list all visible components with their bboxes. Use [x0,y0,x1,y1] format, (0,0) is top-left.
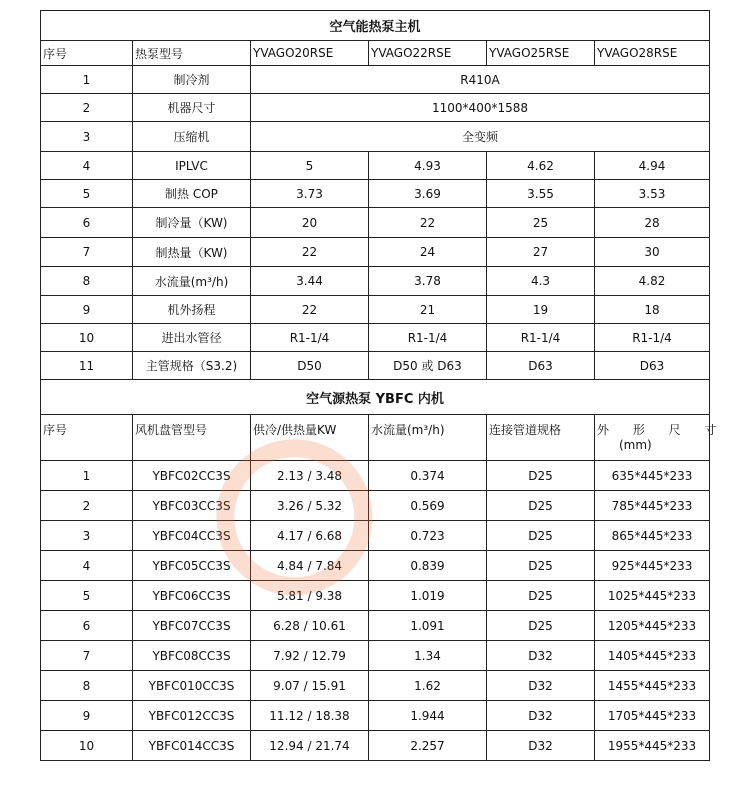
row-value: 25 [487,208,595,238]
cell-kw: 4.84 / 7.84 [251,551,369,581]
row-value: 24 [369,238,487,267]
cell-flow: 0.569 [369,491,487,521]
indoor-unit-title-row [41,380,710,415]
table-row [41,66,710,94]
indoor-unit-header-cell: 序号 [41,415,133,461]
row-value: 21 [369,296,487,324]
cell-no: 6 [41,611,133,641]
row-value: D50 [251,352,369,380]
row-number: 1 [41,66,133,94]
cell-no: 7 [41,641,133,671]
indoor-unit-header-cell: 连接管道规格 [487,415,595,461]
cell-no: 8 [41,671,133,701]
dimension-unit: (mm) [619,438,652,452]
cell-pipe: D32 [487,731,595,761]
table-row [41,238,710,267]
cell-model: YBFC06CC3S [133,581,251,611]
row-value: 4.62 [487,152,595,180]
cell-model: YBFC07CC3S [133,611,251,641]
row-value: 28 [595,208,710,238]
table-row [41,180,710,208]
cell-flow: 1.34 [369,641,487,671]
row-parameter: 水流量(m³/h) [133,267,251,296]
main-unit-title-row [41,11,710,41]
table-row [41,491,710,521]
row-merged-value: R410A [251,66,710,94]
cell-model: YBFC012CC3S [133,701,251,731]
row-parameter: 机器尺寸 [133,94,251,122]
table-row [41,611,710,641]
row-value: 3.78 [369,267,487,296]
row-value: 22 [369,208,487,238]
table-row [41,267,710,296]
row-value: 3.44 [251,267,369,296]
cell-kw: 11.12 / 18.38 [251,701,369,731]
row-number: 6 [41,208,133,238]
row-number: 10 [41,324,133,352]
cell-pipe: D32 [487,701,595,731]
row-value: 19 [487,296,595,324]
cell-flow: 1.62 [369,671,487,701]
cell-kw: 2.13 / 3.48 [251,461,369,491]
table-row [41,671,710,701]
indoor-unit-header-cell: 水流量(m³/h) [369,415,487,461]
main-unit-header-cell: 热泵型号 [133,41,251,66]
row-parameter: 制热量（KW) [133,238,251,267]
cell-flow: 2.257 [369,731,487,761]
cell-pipe: D25 [487,551,595,581]
row-merged-value: 1100*400*1588 [251,94,710,122]
row-number: 4 [41,152,133,180]
row-value: 18 [595,296,710,324]
row-value: 22 [251,238,369,267]
cell-kw: 5.81 / 9.38 [251,581,369,611]
row-value: D63 [595,352,710,380]
row-parameter: 制冷剂 [133,66,251,94]
table-row [41,296,710,324]
table-row [41,521,710,551]
row-number: 8 [41,267,133,296]
main-unit-header-row [41,41,710,66]
main-unit-header-cell: YVAGO20RSE [251,41,369,66]
cell-size: 1025*445*233 [595,581,710,611]
indoor-unit-title: 空气源热泵 YBFC 内机 [41,380,710,415]
row-value: D63 [487,352,595,380]
cell-pipe: D25 [487,521,595,551]
row-value: R1-1/4 [251,324,369,352]
cell-size: 1705*445*233 [595,701,710,731]
row-value: 20 [251,208,369,238]
cell-flow: 1.091 [369,611,487,641]
cell-kw: 7.92 / 12.79 [251,641,369,671]
row-parameter: 制热 COP [133,180,251,208]
row-value: R1-1/4 [595,324,710,352]
cell-no: 1 [41,461,133,491]
cell-size: 1205*445*233 [595,611,710,641]
cell-size: 1405*445*233 [595,641,710,671]
row-number: 7 [41,238,133,267]
cell-pipe: D25 [487,491,595,521]
row-parameter: IPLVC [133,152,251,180]
table-row [41,461,710,491]
table-row [41,581,710,611]
row-value: 22 [251,296,369,324]
cell-no: 5 [41,581,133,611]
row-number: 2 [41,94,133,122]
cell-flow: 0.374 [369,461,487,491]
cell-size: 1455*445*233 [595,671,710,701]
cell-no: 9 [41,701,133,731]
row-value: R1-1/4 [369,324,487,352]
row-parameter: 主管规格（S3.2) [133,352,251,380]
table-row [41,641,710,671]
indoor-unit-header-cell: 供冷/供热量KW [251,415,369,461]
main-unit-header-cell: YVAGO22RSE [369,41,487,66]
cell-size: 785*445*233 [595,491,710,521]
row-value: 5 [251,152,369,180]
row-value: R1-1/4 [487,324,595,352]
cell-pipe: D25 [487,581,595,611]
cell-model: YBFC010CC3S [133,671,251,701]
row-value: 27 [487,238,595,267]
row-number: 11 [41,352,133,380]
table-row [41,94,710,122]
cell-size: 1955*445*233 [595,731,710,761]
indoor-unit-header-dimension [595,415,727,461]
row-number: 5 [41,180,133,208]
cell-pipe: D25 [487,461,595,491]
row-value: 30 [595,238,710,267]
row-parameter: 进出水管径 [133,324,251,352]
row-value: 3.73 [251,180,369,208]
cell-model: YBFC08CC3S [133,641,251,671]
cell-model: YBFC03CC3S [133,491,251,521]
row-parameter: 制冷量（KW) [133,208,251,238]
row-parameter: 压缩机 [133,122,251,152]
indoor-unit-header-cell: 风机盘管型号 [133,415,251,461]
table-row [41,152,710,180]
indoor-unit-header-row [41,415,710,461]
table-row [41,731,710,761]
row-value: 4.94 [595,152,710,180]
cell-kw: 12.94 / 21.74 [251,731,369,761]
cell-flow: 1.019 [369,581,487,611]
cell-kw: 4.17 / 6.68 [251,521,369,551]
cell-size: 925*445*233 [595,551,710,581]
row-value: 3.69 [369,180,487,208]
table-row [41,122,710,152]
table-row [41,324,710,352]
cell-pipe: D32 [487,641,595,671]
cell-no: 4 [41,551,133,581]
cell-no: 3 [41,521,133,551]
cell-no: 2 [41,491,133,521]
cell-kw: 9.07 / 15.91 [251,671,369,701]
main-unit-header-cell: YVAGO25RSE [487,41,595,66]
row-value: 4.93 [369,152,487,180]
main-unit-header-cell: 序号 [41,41,133,66]
main-unit-title: 空气能热泵主机 [41,11,710,41]
cell-model: YBFC05CC3S [133,551,251,581]
cell-kw: 6.28 / 10.61 [251,611,369,641]
dimension-label: 外 形 尺 寸 [597,423,727,437]
row-value: 4.3 [487,267,595,296]
main-unit-header-cell: YVAGO28RSE [595,41,710,66]
table-row [41,208,710,238]
cell-model: YBFC02CC3S [133,461,251,491]
cell-flow: 0.723 [369,521,487,551]
cell-size: 635*445*233 [595,461,710,491]
table-row [41,551,710,581]
cell-kw: 3.26 / 5.32 [251,491,369,521]
row-parameter: 机外扬程 [133,296,251,324]
cell-pipe: D25 [487,611,595,641]
cell-model: YBFC014CC3S [133,731,251,761]
row-value: 3.55 [487,180,595,208]
table-row [41,352,710,380]
row-merged-value: 全变频 [251,122,710,152]
cell-flow: 1.944 [369,701,487,731]
table-row [41,701,710,731]
cell-no: 10 [41,731,133,761]
cell-model: YBFC04CC3S [133,521,251,551]
cell-size: 865*445*233 [595,521,710,551]
row-value: 4.82 [595,267,710,296]
row-number: 3 [41,122,133,152]
row-value: D50 或 D63 [369,352,487,380]
spec-table [40,10,727,761]
row-number: 9 [41,296,133,324]
cell-flow: 0.839 [369,551,487,581]
cell-pipe: D32 [487,671,595,701]
row-value: 3.53 [595,180,710,208]
